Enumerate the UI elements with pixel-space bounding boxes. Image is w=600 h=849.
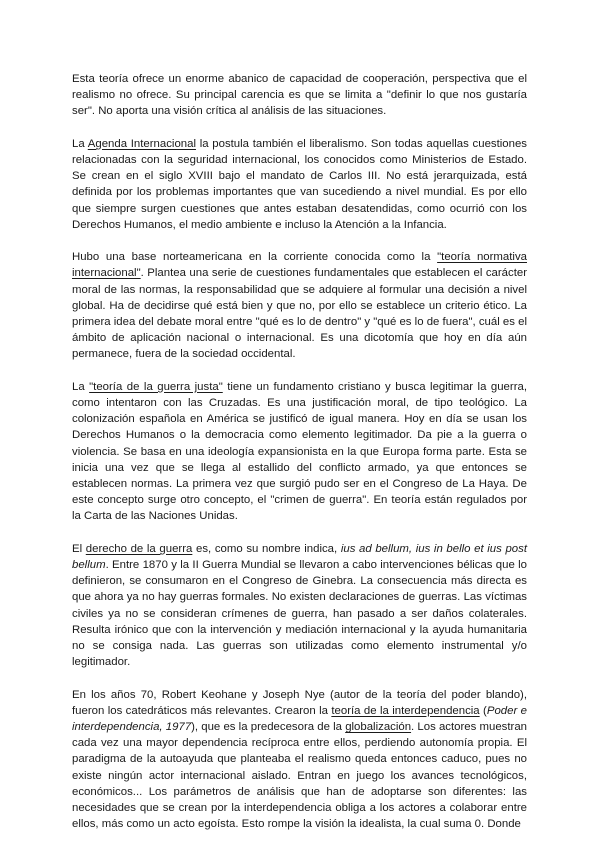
- paragraph: [72, 687, 527, 833]
- text-run: . Plantea una serie de cuestiones fundamentales que establecen el carácter moral de las normas, la responsabilidad que se adquiere al formular una decisión a nivel global. Ha de decidirse qué está bien y que no, por ello se establece un criterio ético. La primera idea del debate moral entre "qué es lo de dentro" y "qué es lo de fuera", cuál es el ámbito de aplicación nacional o internacional. Es una dicotomía que hoy en día aún permanece, fuera de la sociedad occidental.: [72, 267, 527, 361]
- text-run: . Los actores muestran cada vez una mayor dependencia recíproca entre ellos, perdiendo autonomía propia. El paradigma de la autoayuda que planteaba el realismo queda entonces caduco, pues no existe ningún actor internacional aislado. Entran en juego los avances tecnológicos, económicos... Los parámetros de análisis que han de adoptarse son diferentes: las necesidades que se crean por la interdependencia obliga a los actores a colaborar entre ellos, más como un acto egoísta. Esto rompe la visión la idealista, la cual suma 0. Donde: [72, 721, 527, 831]
- text-run: La: [72, 137, 88, 150]
- underlined-term-interdependencia: teoría de la interdependencia: [331, 704, 480, 717]
- paragraph: [72, 249, 527, 362]
- text-run: la postula también el liberalismo. Son todas aquellas cuestiones relacionadas con la seguridad internacional, los conocidos como Ministerios de Estado. Se crean en el siglo XVIII bajo el mandato de Carlos III. No está jerarquizada, está definida por los problemas importantes que van sucediendo a nivel mundial. Es por ello que siempre surgen cuestiones que antes estaban desatendidas, como ocurrió con los Derechos Humanos, el medio ambiente e incluso la Atención a la Infancia.: [72, 137, 527, 231]
- text-run: Esta teoría ofrece un enorme abanico de capacidad de cooperación, perspectiva que el realismo no ofrece. Su principal carencia es que se limita a "definir lo que nos gustaría ser". No aporta una visión crítica al análisis de las situaciones.: [72, 73, 527, 118]
- paragraph: [72, 136, 527, 233]
- paragraph: [72, 379, 527, 525]
- underlined-term-agenda-internacional: Agenda Internacional: [87, 137, 196, 150]
- underlined-term-teoria-normativa: "teoría normativa internacional": [72, 251, 527, 280]
- paragraph: [72, 71, 527, 120]
- text-run: Hubo una base norteamericana en la corriente conocida como la: [72, 251, 438, 264]
- document-page: [72, 71, 527, 849]
- text-run: En los años 70, Robert Keohane y Joseph Nye (autor de la teoría del poder blando), fueron los catedráticos más relevantes. Crearon la: [72, 688, 527, 717]
- underlined-term-derecho-guerra: derecho de la guerra: [85, 542, 193, 555]
- italic-book-title: Poder e interdependencia, 1977: [72, 704, 527, 734]
- text-run: (: [479, 704, 487, 717]
- text-run: El: [72, 542, 86, 555]
- text-run: es, como su nombre indica,: [192, 542, 341, 555]
- paragraph: [72, 541, 527, 671]
- underlined-term-guerra-justa: "teoría de la guerra justa": [89, 380, 223, 393]
- text-run: . Entre 1870 y la II Guerra Mundial se llevaron a cabo intervenciones bélicas que lo definieron, se consumaron en el Congreso de Ginebra. La consecuencia más directa es que ahora ya no hay guerras formales. No existen declaraciones de guerras. Las víctimas civiles ya no se consideran crímenes de guerra, han pasado a ser daños colaterales. Resulta irónico que con la intervención y mediación internacional y la ayuda humanitaria no se consiga nada. Las guerras son utilizadas como elemento instrumental y/o legitimador.: [72, 559, 527, 669]
- text-run: tiene un fundamento cristiano y busca legitimar la guerra, como intentaron con las Cruzadas. Es una justificación moral, de tipo teológico. La colonización española en América se justificó de igual manera. Hoy en día se usan los Derechos Humanos o la democracia como elemento legitimador. Da pie a la guerra o violencia. Se basa en una ideología expansionista en la que Europa forma parte. Esta se inicia una vez que se llega al estallido del conflicto armado, ya que entonces se establecen normas. La primera vez que surgió pudo ser en el Congreso de La Haya. De este concepto surge otro concepto, el "crimen de guerra". En teoría están regulados por la Carta de las Naciones Unidas.: [72, 380, 527, 523]
- italic-latin-phrase: ius ad bellum, ius in bello et ius post bellum: [72, 542, 527, 572]
- text-run: La: [72, 380, 90, 393]
- underlined-term-globalizacion: globalización: [345, 721, 412, 734]
- text-run: ), que es la predecesora de la: [191, 721, 346, 734]
